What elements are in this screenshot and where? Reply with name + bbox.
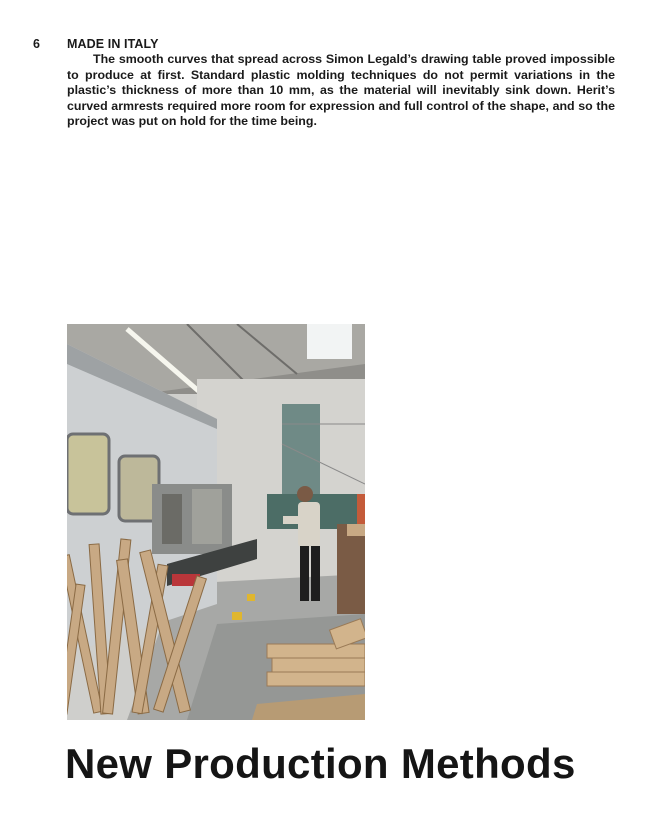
section-title: MADE IN ITALY — [67, 37, 159, 51]
factory-photo — [67, 324, 365, 720]
page-number: 6 — [33, 37, 40, 51]
section-headline: New Production Methods — [65, 740, 576, 787]
body-paragraph: The smooth curves that spread across Simon Legald’s drawing table proved impossible to produce at first. Standard plastic molding techniques do not permit variations in the plastic’s thickness of more than 10 mm, as the material will inevitably sink down. Herit’s curved armrests required more room for expression and full control of the shape, and so the project was put on hold for the time being. — [67, 52, 615, 129]
